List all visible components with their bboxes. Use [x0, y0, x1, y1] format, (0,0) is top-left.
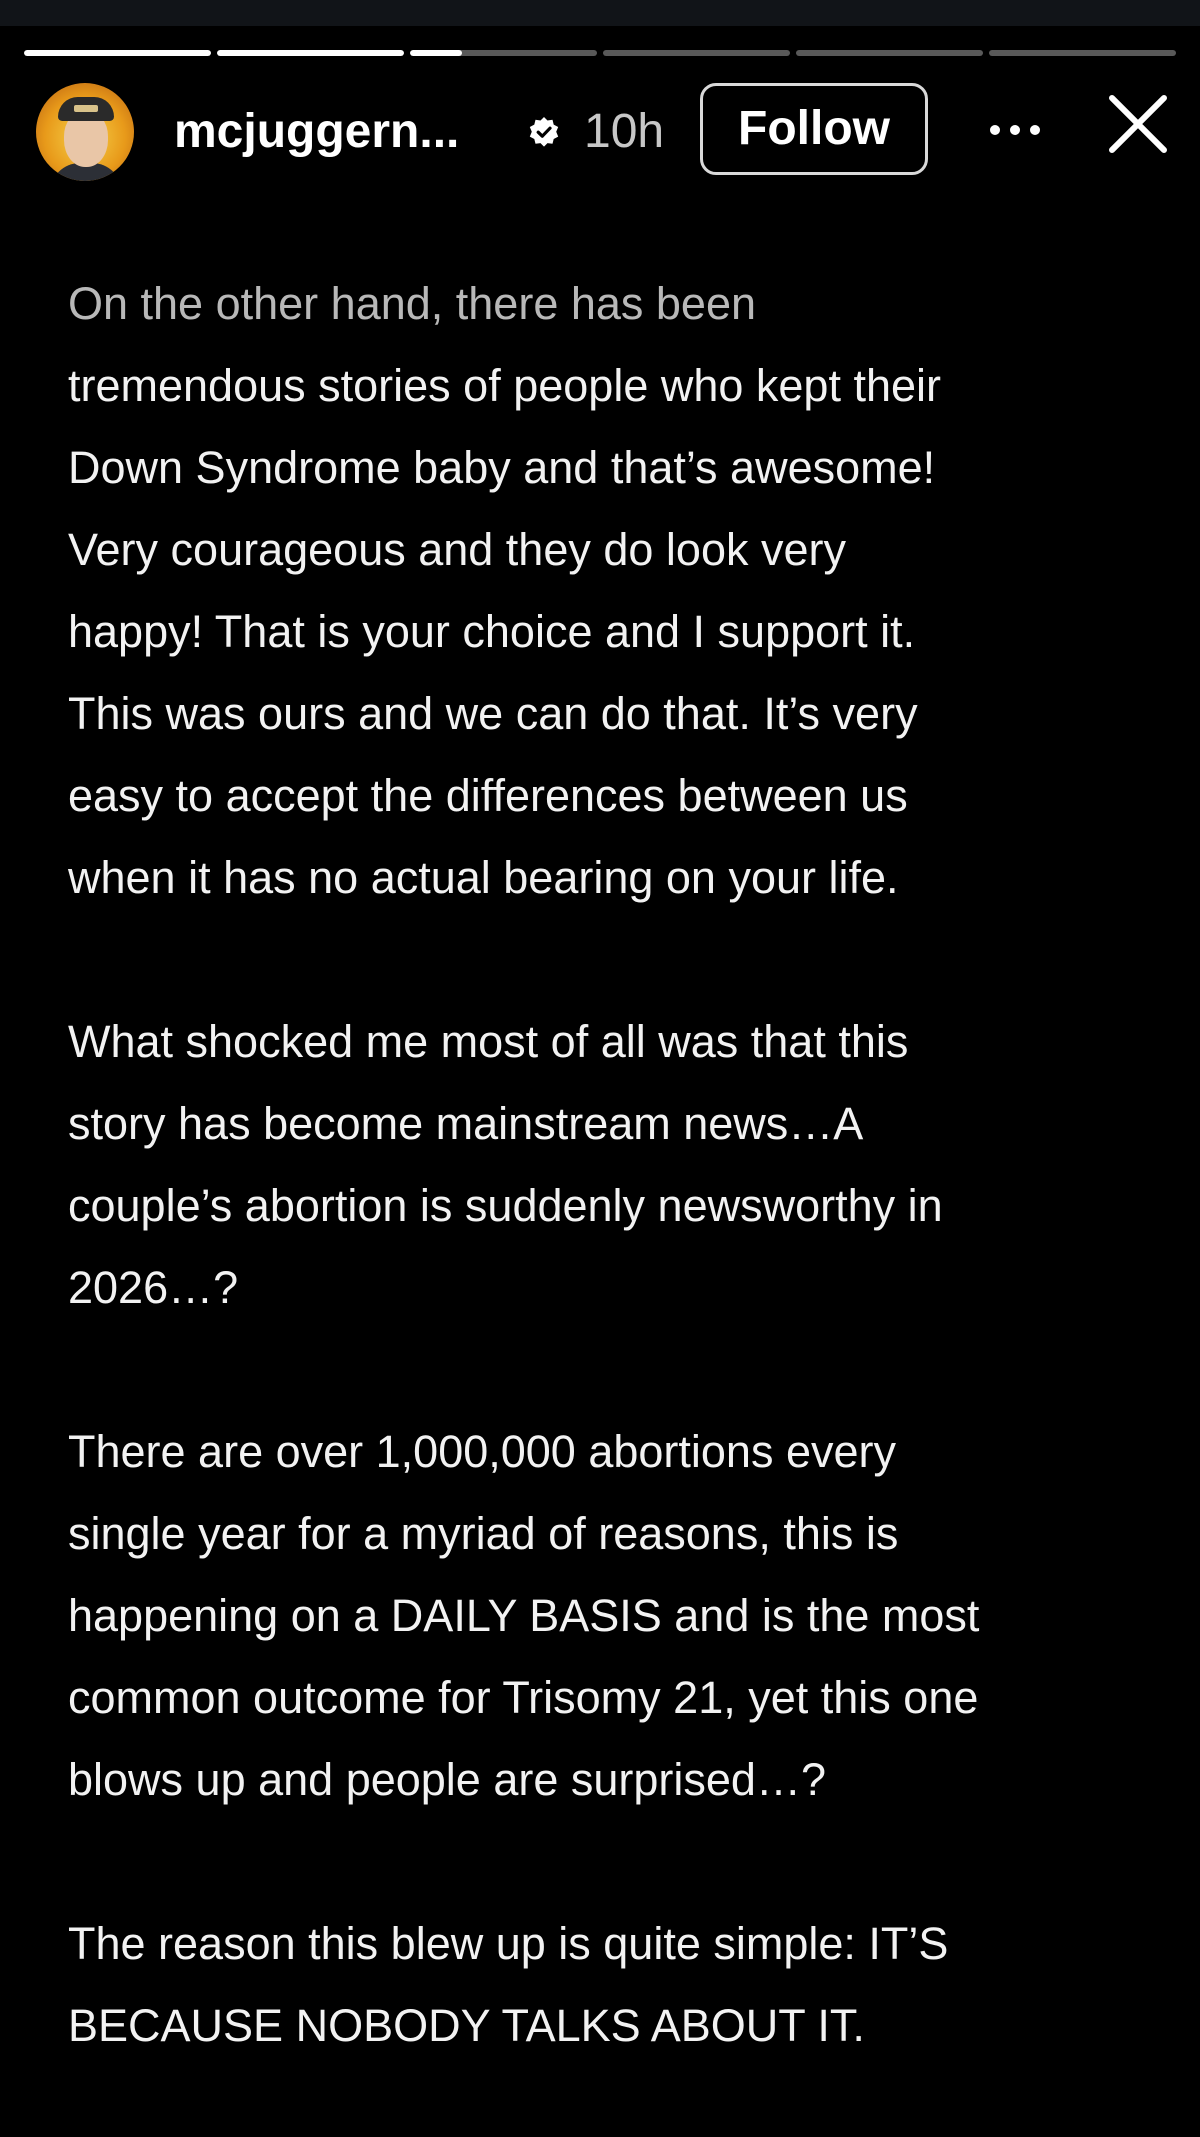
progress-segment-fill [24, 50, 211, 56]
text-line: couple’s abortion is suddenly newsworthy in [68, 1180, 943, 1231]
text-line: On the other hand, there has been [68, 278, 757, 329]
paragraph [68, 1411, 1178, 1821]
progress-segment [410, 50, 597, 56]
paragraph [68, 1903, 1178, 2067]
story-progress-bar [24, 50, 1176, 56]
paragraph [68, 1001, 1178, 1329]
paragraph-spacer [68, 1329, 1178, 1411]
text-line: What shocked me most of all was that this [68, 1016, 909, 1067]
text-line: The reason this blew up is quite simple: IT’S [68, 1918, 949, 1969]
story-header [0, 80, 1200, 184]
progress-segment [217, 50, 404, 56]
text-line: 2026…? [68, 1262, 239, 1313]
follow-button[interactable]: Follow [700, 83, 928, 175]
post-timestamp: 10h [584, 105, 665, 158]
text-line: story has become mainstream news…A [68, 1098, 864, 1149]
progress-segment [796, 50, 983, 56]
text-line: Down Syndrome baby and that’s awesome! [68, 442, 936, 493]
text-line: single year for a myriad of reasons, this is [68, 1508, 899, 1559]
text-line: common outcome for Trisomy 21, yet this one [68, 1672, 979, 1723]
progress-segment [24, 50, 211, 56]
paragraph [68, 263, 1178, 919]
story-text-content [68, 263, 1178, 2067]
progress-segment [603, 50, 790, 56]
avatar[interactable] [36, 83, 134, 181]
text-line: Very courageous and they do look very [68, 524, 846, 575]
text-line: There are over 1,000,000 abortions every [68, 1426, 896, 1477]
text-line: when it has no actual bearing on your life. [68, 852, 899, 903]
status-bar-strip [0, 0, 1200, 26]
text-line: tremendous stories of people who kept their [68, 360, 941, 411]
progress-segment-fill [217, 50, 404, 56]
progress-segment [989, 50, 1176, 56]
progress-segment-fill [410, 50, 462, 56]
avatar-hat-logo [74, 105, 98, 112]
text-line: This was ours and we can do that. It’s very [68, 688, 918, 739]
paragraph-spacer [68, 1821, 1178, 1903]
text-line: blows up and people are surprised…? [68, 1754, 826, 1805]
paragraph-spacer [68, 919, 1178, 1001]
text-line: happening on a DAILY BASIS and is the most [68, 1590, 980, 1641]
text-line: BECAUSE NOBODY TALKS ABOUT IT. [68, 2000, 865, 2051]
verified-badge-icon [528, 116, 560, 148]
close-icon[interactable] [1104, 90, 1172, 158]
text-line: happy! That is your choice and I support it. [68, 606, 916, 657]
more-options-icon[interactable] [980, 100, 1050, 160]
username[interactable]: mcjuggern... [174, 105, 460, 158]
text-line: easy to accept the differences between us [68, 770, 908, 821]
